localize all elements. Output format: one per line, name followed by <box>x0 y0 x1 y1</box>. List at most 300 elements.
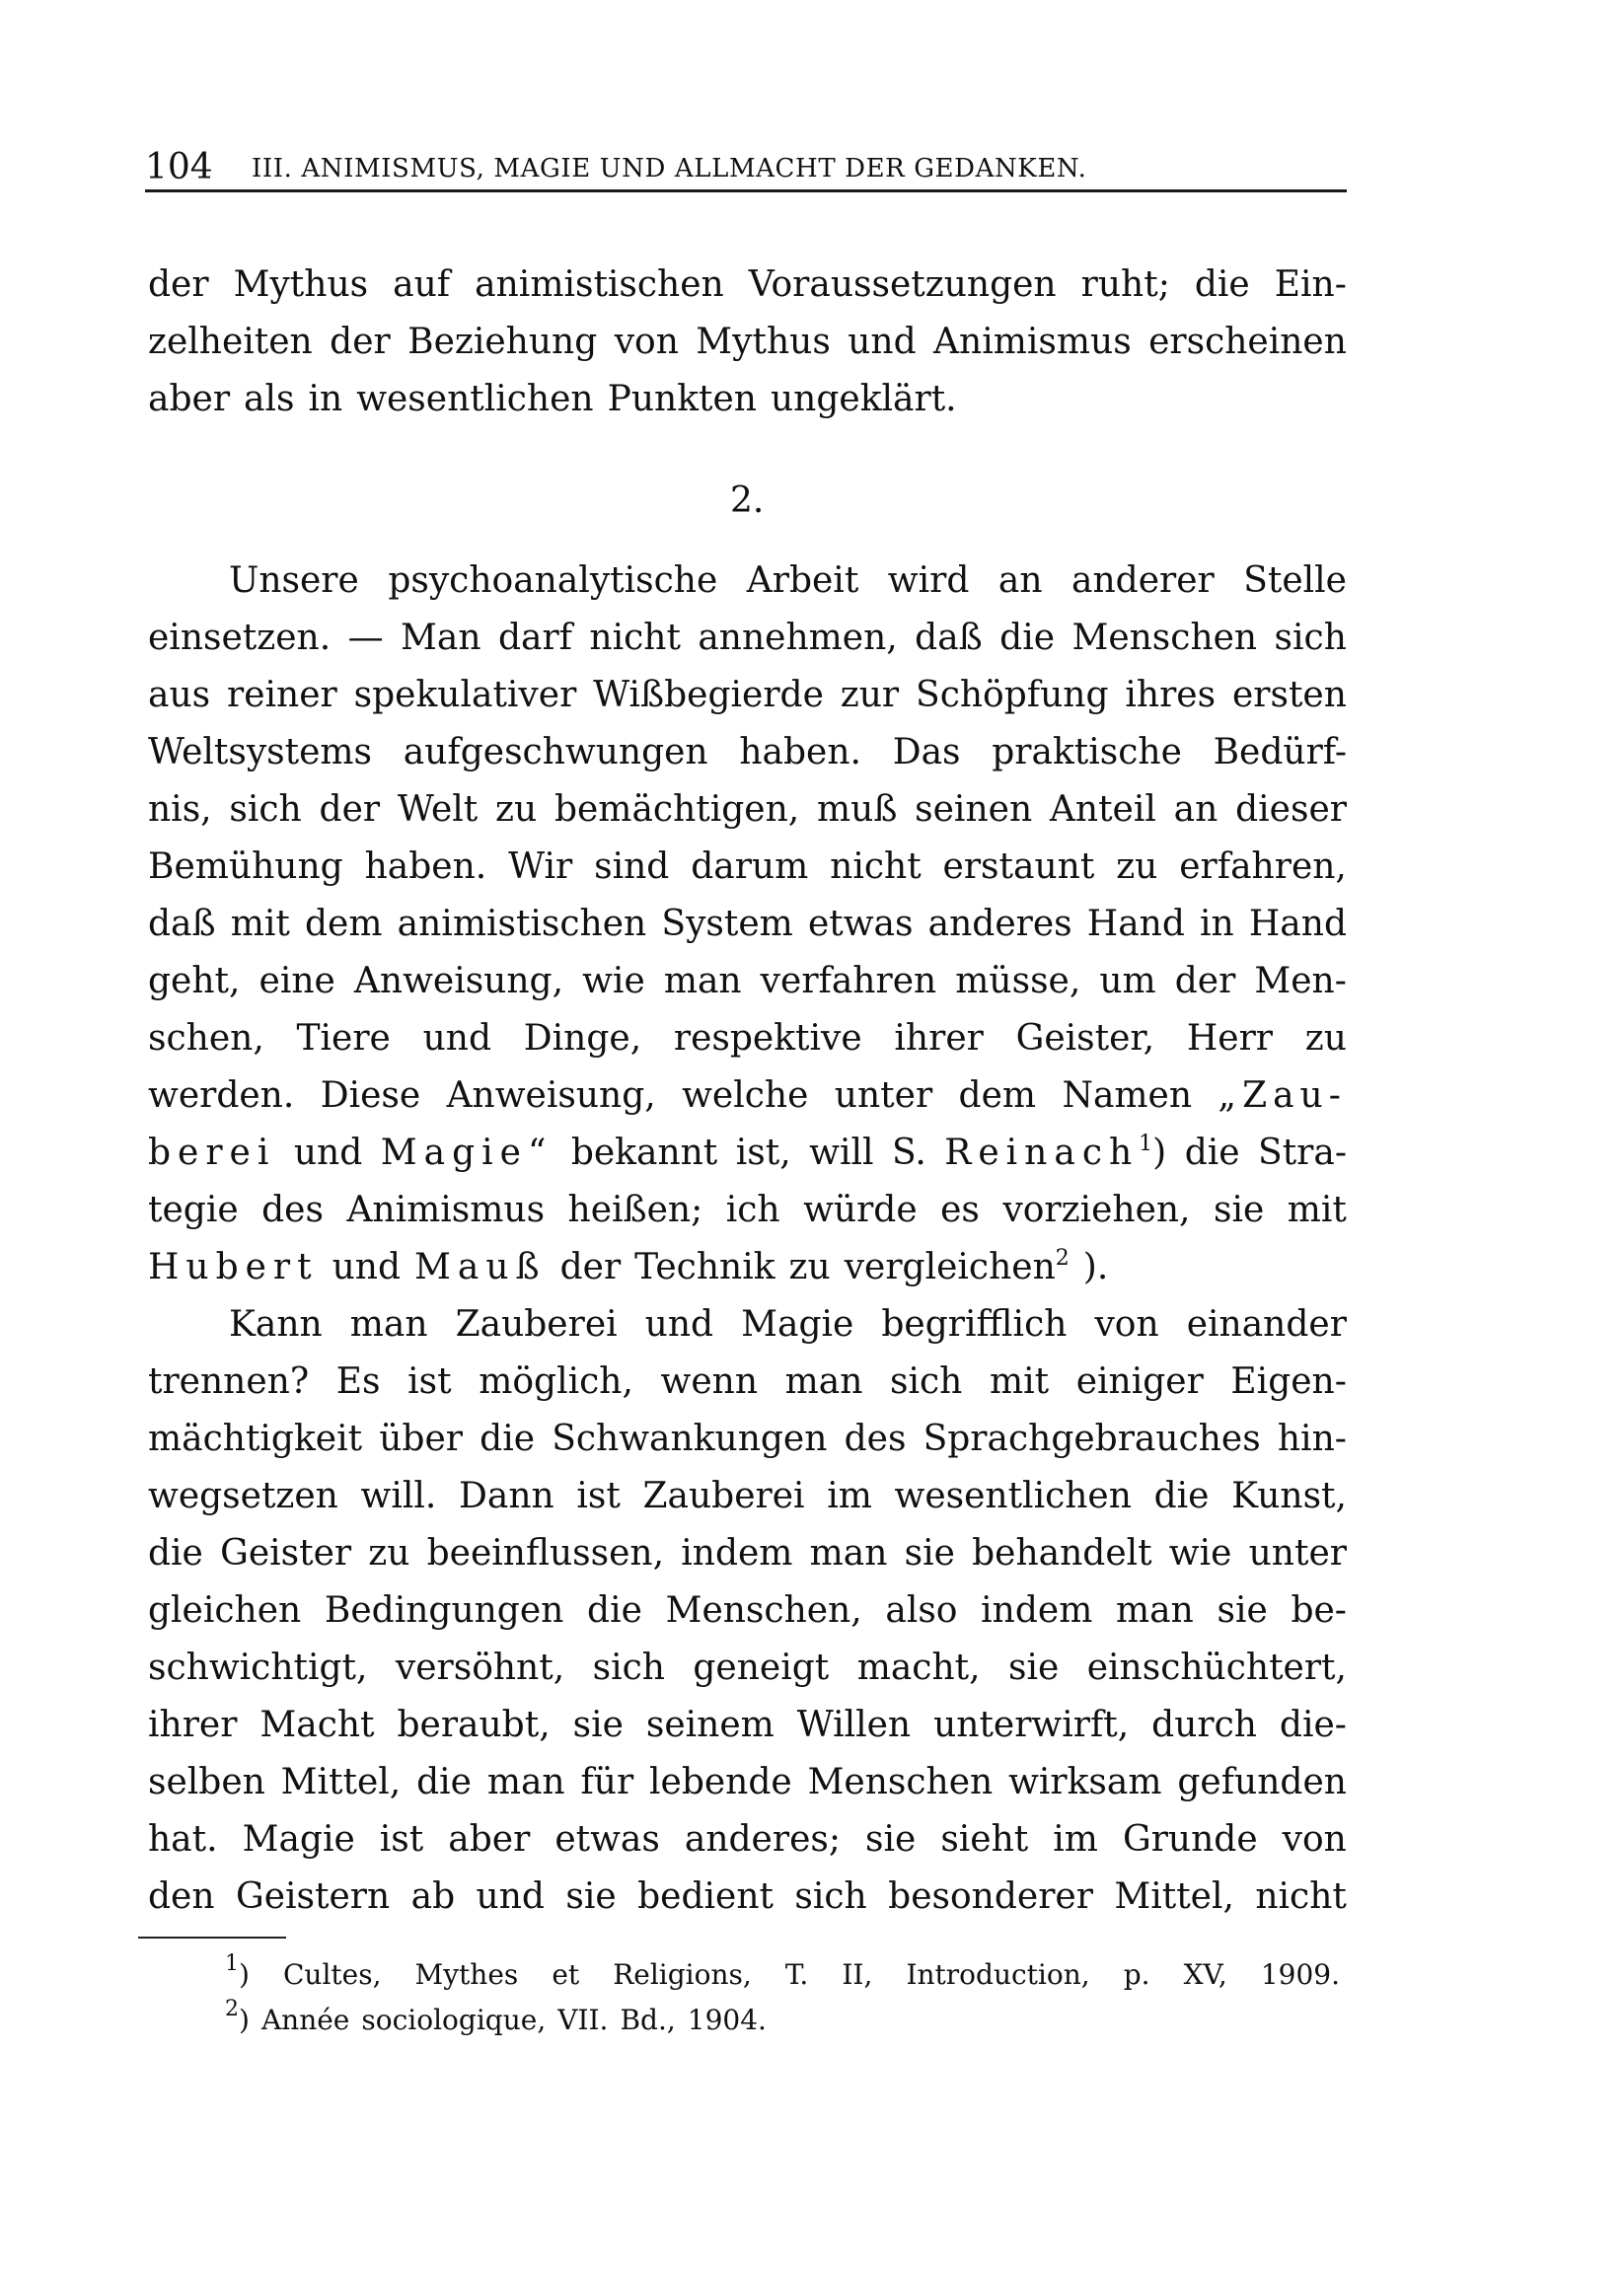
word <box>148 1411 362 1468</box>
word <box>582 953 645 1010</box>
word-text: Menschen <box>807 1762 994 1802</box>
text-line <box>148 371 1347 428</box>
word <box>565 1869 616 1926</box>
word-text: Schöpfung <box>916 675 1109 715</box>
word-text: Bedingungen <box>324 1590 564 1631</box>
word <box>148 953 240 1010</box>
word <box>1249 896 1347 953</box>
word-text: spekulativer <box>353 675 577 715</box>
word-text: Welt <box>397 789 479 830</box>
word-text: besonderer <box>888 1876 1093 1917</box>
word <box>448 1811 530 1869</box>
word <box>305 896 383 953</box>
word-text: beraubt, <box>397 1705 551 1745</box>
word <box>294 1125 362 1182</box>
word-text: die <box>1153 1476 1210 1516</box>
word-text: dem <box>958 1075 1037 1116</box>
footnote-word: Année <box>260 2004 350 2036</box>
word-text: Reinach <box>944 1133 1140 1173</box>
text-line <box>148 724 1347 781</box>
word-text: Menschen <box>1071 618 1258 658</box>
word-text: müsse, <box>955 961 1081 1001</box>
word <box>1187 1296 1347 1354</box>
word <box>1275 257 1347 314</box>
word-text: es <box>940 1190 980 1230</box>
word-text: man <box>349 1304 428 1345</box>
word-text: sich <box>592 1648 665 1688</box>
word <box>321 1067 420 1125</box>
word <box>231 896 290 953</box>
word <box>1278 1411 1347 1468</box>
word <box>827 1468 872 1525</box>
word <box>508 839 572 896</box>
word <box>393 257 450 314</box>
word <box>380 1811 423 1869</box>
word-text: etwas <box>554 1819 660 1860</box>
word-text: sie <box>572 1705 624 1745</box>
word-text: für <box>580 1762 634 1802</box>
word-text: und <box>293 1133 363 1173</box>
word <box>495 781 537 839</box>
word-text: Magie <box>242 1819 355 1860</box>
word-text: Geister <box>220 1533 352 1574</box>
word-text: Stra- <box>1258 1133 1347 1173</box>
text-line <box>229 1296 1347 1354</box>
word <box>905 1525 955 1582</box>
word-text: Bedürf- <box>1213 732 1347 772</box>
word-text: den <box>148 1876 215 1917</box>
word <box>1148 314 1347 371</box>
word-text: sie <box>1217 1590 1268 1631</box>
word <box>1050 781 1156 839</box>
word <box>739 724 861 781</box>
word <box>809 1125 873 1182</box>
word <box>368 1525 409 1582</box>
word-text: sie <box>865 1819 917 1860</box>
word <box>398 896 647 953</box>
word <box>148 1869 215 1926</box>
word <box>236 1869 390 1926</box>
word-text: Animismus <box>933 322 1132 362</box>
word <box>356 371 593 428</box>
word <box>972 1525 1152 1582</box>
word <box>928 896 1072 953</box>
word-text: Das <box>892 732 961 772</box>
word-text: dieser <box>1235 789 1347 830</box>
word-text: nicht <box>589 618 681 658</box>
word-text: Tiere <box>296 1018 391 1059</box>
word <box>148 371 230 428</box>
word <box>487 1754 565 1811</box>
word <box>1008 1640 1059 1697</box>
text-line <box>148 314 1347 371</box>
word-text: mächtigkeit <box>148 1419 363 1459</box>
word <box>726 1182 780 1239</box>
word-text: die <box>587 1590 642 1631</box>
word <box>915 781 1032 839</box>
word <box>148 1525 203 1582</box>
word-text: Diese <box>320 1075 421 1116</box>
word-text: Dinge, <box>523 1018 642 1059</box>
word <box>916 667 1108 724</box>
word <box>427 1525 664 1582</box>
word <box>808 1754 994 1811</box>
word <box>1249 1525 1347 1582</box>
word-text: muß <box>817 789 898 830</box>
word-text: der <box>148 264 209 305</box>
word <box>361 1468 437 1525</box>
word <box>148 1010 264 1067</box>
word-text: an <box>997 560 1043 601</box>
word <box>881 1296 1067 1354</box>
word <box>789 1239 831 1296</box>
word <box>229 781 301 839</box>
word <box>608 371 757 428</box>
word-text: unterwirft, <box>933 1705 1130 1745</box>
word <box>923 1411 1261 1468</box>
word <box>1280 1697 1347 1754</box>
word-text: der <box>330 322 391 362</box>
word-text: Eigen- <box>1230 1361 1347 1402</box>
word-text: S. <box>891 1133 926 1173</box>
word-text: als <box>244 379 295 419</box>
word <box>554 1811 660 1869</box>
word <box>332 1239 401 1296</box>
word <box>416 1754 472 1811</box>
word <box>320 781 381 839</box>
word-text: unter <box>1248 1533 1347 1574</box>
text-line <box>148 1411 1347 1468</box>
word <box>401 610 481 667</box>
word-text: beeinflussen, <box>426 1533 665 1574</box>
word <box>1291 1582 1347 1640</box>
word <box>573 1697 624 1754</box>
word <box>1094 1296 1158 1354</box>
word <box>148 1239 319 1296</box>
word-text: will. <box>360 1476 437 1516</box>
word <box>808 896 914 953</box>
word-text: von <box>1282 1819 1347 1860</box>
word-text: animistischen <box>475 264 724 305</box>
word <box>411 1869 456 1926</box>
word <box>281 1754 402 1811</box>
word <box>691 839 808 896</box>
word <box>1214 724 1347 781</box>
word-text: seinen <box>915 789 1033 830</box>
word-text: hin- <box>1277 1419 1347 1459</box>
word-text: Menschen, <box>665 1590 862 1631</box>
word-text: und <box>644 1304 714 1345</box>
word <box>893 724 961 781</box>
word-text: ersten <box>1231 675 1347 715</box>
text-line <box>229 552 1347 610</box>
word-text: versöhnt, <box>395 1648 565 1688</box>
running-title: III. ANIMISMUS, MAGIE UND ALLMACHT DER GEDANKEN. <box>252 154 1087 183</box>
word-text: Mauß <box>414 1247 547 1287</box>
word-text: trennen? <box>148 1361 310 1402</box>
word-text: Man <box>401 618 481 658</box>
text-line <box>148 1697 1347 1754</box>
word-text: Mythus <box>696 322 831 362</box>
word <box>845 1239 1070 1296</box>
word-text: Anweisung, <box>353 961 564 1001</box>
word <box>1076 1354 1204 1411</box>
word <box>475 257 724 314</box>
footnote-word: sociologique, <box>361 2004 547 2036</box>
word-text: praktische <box>992 732 1182 772</box>
word <box>1254 953 1347 1010</box>
word-text: bekannt <box>570 1133 718 1173</box>
word-text: Dann <box>459 1476 554 1516</box>
word <box>1125 667 1216 724</box>
word <box>1177 1754 1347 1811</box>
word-text: mit <box>230 904 290 944</box>
word <box>857 1640 981 1697</box>
footnote-word: p. <box>1123 1958 1150 1991</box>
footnote-word: XV, <box>1183 1958 1227 1991</box>
text-line <box>148 1354 1347 1411</box>
word <box>915 610 983 667</box>
word-text: daß <box>915 618 983 658</box>
text-line <box>148 1811 1347 1869</box>
word-text: hat. <box>148 1819 218 1860</box>
word-text: Herr <box>1186 1018 1273 1059</box>
word-text: reiner <box>227 675 337 715</box>
word-text: nicht <box>830 846 922 887</box>
footnote-word: Cultes, <box>282 1958 382 1991</box>
footnote-divider <box>138 1937 286 1939</box>
word-text: Hubert <box>148 1247 319 1287</box>
word-text: Magie“ <box>380 1133 554 1173</box>
word <box>498 610 572 667</box>
word-text: wie <box>1168 1533 1232 1574</box>
word-text: man <box>809 1533 888 1574</box>
text-line <box>148 610 1347 667</box>
word <box>1175 953 1236 1010</box>
word-text: unter <box>834 1075 933 1116</box>
word <box>1217 1582 1267 1640</box>
word <box>959 1067 1037 1125</box>
word-text: einsetzen. <box>148 618 332 658</box>
word <box>885 1582 957 1640</box>
word <box>693 1640 829 1697</box>
word <box>456 1296 618 1354</box>
word-text: von <box>614 322 679 362</box>
word <box>220 1525 351 1582</box>
word-text: man <box>1116 1590 1194 1631</box>
word <box>999 610 1055 667</box>
word-text: zelheiten <box>148 322 313 362</box>
word-text: wegsetzen <box>148 1476 338 1516</box>
word <box>944 1125 1166 1182</box>
word-text: lebende <box>649 1762 792 1802</box>
word-text: indem <box>681 1533 793 1574</box>
word-text: ungeklärt. <box>770 379 957 419</box>
word-text: Men- <box>1254 961 1347 1001</box>
word-text: möglich, <box>479 1361 633 1402</box>
word <box>992 724 1182 781</box>
word-text: daß <box>148 904 216 944</box>
word <box>1185 1125 1240 1182</box>
word <box>830 839 922 896</box>
footnote-word: II, <box>842 1958 873 1991</box>
word <box>685 1811 841 1869</box>
word <box>894 1010 983 1067</box>
word <box>637 1869 774 1926</box>
word <box>479 1354 633 1411</box>
word-text: zu <box>788 1247 831 1287</box>
footnote <box>225 1953 1340 1997</box>
word-text: um <box>1099 961 1156 1001</box>
word <box>749 257 1057 314</box>
word <box>1151 1697 1257 1754</box>
footnote-word: VII. <box>557 2004 609 2036</box>
word-text: System <box>661 904 793 944</box>
word-text: anderes; <box>684 1819 841 1860</box>
word <box>736 1125 791 1182</box>
word-text: zu <box>495 789 538 830</box>
word-text: im <box>827 1476 872 1516</box>
word-text: vorziehen, <box>1002 1190 1191 1230</box>
word <box>229 1296 323 1354</box>
word-text: und <box>476 1876 545 1917</box>
word <box>148 1582 301 1640</box>
word-text: und <box>848 322 917 362</box>
footnote-word: Mythes <box>414 1958 519 1991</box>
text-line <box>148 1869 1347 1926</box>
footnote-marker: 2 <box>1055 1246 1070 1271</box>
word-text: gleichen <box>148 1590 302 1631</box>
word <box>407 1354 451 1411</box>
word-text: welche <box>682 1075 809 1116</box>
word-text: zu <box>368 1533 410 1574</box>
word <box>589 610 681 667</box>
text-line <box>148 1010 1347 1067</box>
word <box>459 1468 554 1525</box>
word <box>892 1125 926 1182</box>
footnote-word: et <box>552 1958 580 1991</box>
word <box>554 781 799 839</box>
word-text: Kann <box>229 1304 323 1345</box>
word-text: behandelt <box>972 1533 1152 1574</box>
word <box>955 953 1080 1010</box>
word-text: tegie <box>148 1190 239 1230</box>
word-text: bedient <box>637 1876 774 1917</box>
word-text: animistischen <box>397 904 647 944</box>
footnote-word: Introduction, <box>906 1958 1090 1991</box>
word <box>1305 1010 1347 1067</box>
footnote-number-paren: ) <box>239 1958 250 1991</box>
word <box>350 1296 428 1354</box>
word <box>771 371 957 428</box>
word <box>524 1010 641 1067</box>
word-text: sich <box>229 789 302 830</box>
word <box>404 724 708 781</box>
word <box>1016 1010 1155 1067</box>
word-text: zu <box>1116 846 1158 887</box>
text-line <box>148 1182 1347 1239</box>
word <box>576 1468 620 1525</box>
word <box>848 314 916 371</box>
word-text: mit <box>1287 1190 1347 1230</box>
word-text: Wir <box>508 846 573 887</box>
footnote-word: Religions, <box>613 1958 752 1991</box>
word-text: des <box>844 1419 907 1459</box>
word-text: von <box>1094 1304 1159 1345</box>
word <box>244 371 294 428</box>
word-text: Hand <box>1086 904 1185 944</box>
running-header <box>145 148 1347 192</box>
word <box>148 667 210 724</box>
word <box>593 1640 665 1697</box>
word <box>1154 1468 1210 1525</box>
word <box>634 1239 775 1296</box>
word-text: — <box>347 618 384 658</box>
word-text: gefunden <box>1177 1762 1347 1802</box>
word <box>682 1067 808 1125</box>
text-line <box>148 1468 1347 1525</box>
word <box>865 1811 916 1869</box>
word <box>940 1811 1028 1869</box>
word <box>1283 1811 1347 1869</box>
word-text: vergleichen <box>844 1247 1056 1287</box>
word-text: wird <box>887 560 970 601</box>
word-text: Geister, <box>1015 1018 1155 1059</box>
word-text: die <box>1194 264 1250 305</box>
word <box>1087 1640 1347 1697</box>
word <box>148 314 313 371</box>
word-text: ihrer <box>894 1018 984 1059</box>
word <box>227 667 337 724</box>
footnote-word: 1904. <box>687 2004 767 2036</box>
word <box>645 1296 713 1354</box>
section-number: 2. <box>730 480 765 521</box>
word-text: und <box>422 1018 492 1059</box>
word <box>480 1411 535 1468</box>
word-text: Bemühung <box>148 846 343 887</box>
footnote-word: T. <box>784 1958 809 1991</box>
word <box>148 1067 294 1125</box>
word-text: Hand <box>1248 904 1347 944</box>
word-text: Voraussetzungen <box>748 264 1057 305</box>
word-text: verfahren <box>760 961 937 1001</box>
word-text: respektive <box>673 1018 862 1059</box>
word <box>1187 1010 1273 1067</box>
text-line <box>148 953 1347 1010</box>
word <box>1174 781 1218 839</box>
word-text: Anweisung, <box>446 1075 656 1116</box>
word <box>560 1239 622 1296</box>
word-text: erfahren, <box>1179 846 1347 887</box>
word <box>1169 1525 1232 1582</box>
word-text: also <box>885 1590 958 1631</box>
word <box>348 610 384 667</box>
word-text: im <box>1053 1819 1098 1860</box>
word <box>594 839 669 896</box>
word-text: geht, <box>148 961 241 1001</box>
word <box>148 1182 239 1239</box>
word-text: begrifflich <box>881 1304 1068 1345</box>
word <box>325 1582 563 1640</box>
word <box>940 1182 980 1239</box>
word-text: ist <box>379 1819 424 1860</box>
word-text: ). <box>1082 1247 1109 1287</box>
word-text: Grunde <box>1122 1819 1258 1860</box>
word-text: ich <box>725 1190 780 1230</box>
word-text: seinem <box>645 1705 775 1745</box>
word-text: der <box>559 1247 622 1287</box>
word-text: man <box>486 1762 565 1802</box>
